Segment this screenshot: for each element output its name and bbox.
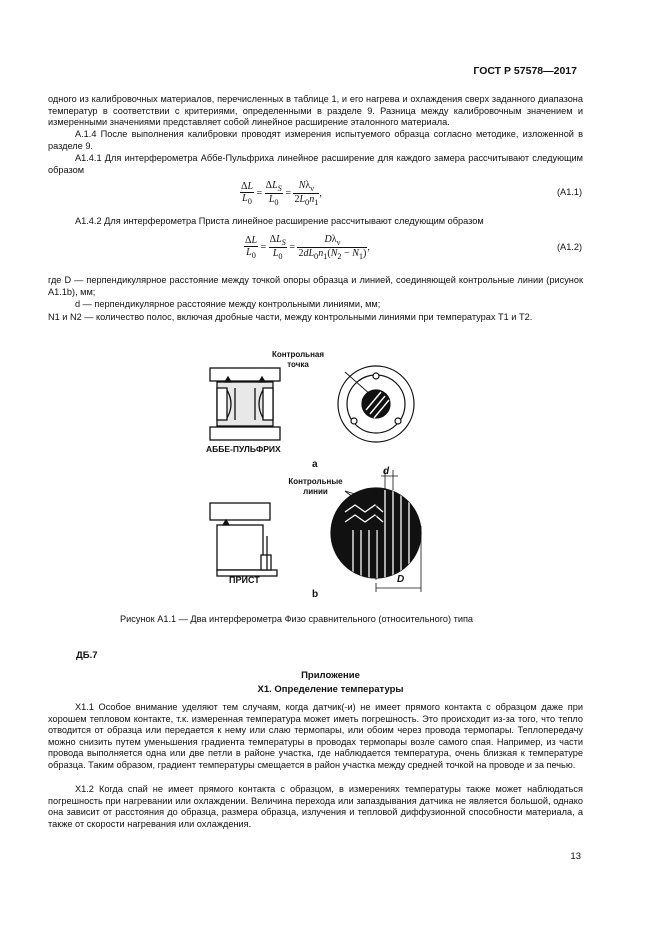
label-big-D: D [397, 574, 405, 585]
figure-caption: Рисунок А1.1 — Два интерферометра Физо сравнительного (относительного) типа [120, 614, 474, 624]
equation-a11-label: (А1.1) [557, 187, 583, 197]
definition-N: N1 и N2 — количество полос, включая дробные части, между контрольными линиями при температурах T1 и T2. [48, 312, 533, 322]
label-abbe-pulfrich: АББЕ-ПУЛЬФРИХ [206, 444, 281, 454]
prist-side-view [210, 503, 277, 576]
definition-D: где D — перпендикулярное расстояние между точкой опоры образца и линией, соединяющей контрольные линии (рисунок А1.1b), мм; [48, 275, 583, 297]
equation-a12-label: (А1.2) [557, 242, 583, 252]
equation-a12: $\frac{\Delta L}{L_0}$ = $\frac{\Delta L_S}{L_0}$ = $\frac{D\lambda_\nu}{2dL_0n_1(N_2 - N_1)}$ , [245, 234, 370, 261]
label-b: b [312, 589, 319, 600]
paragraph-a14: А.1.4 После выполнения калибровки проводят измерения испытуемого образца согласно методике, изложенной в разделе 9. [48, 129, 583, 151]
paragraph-x11: Х1.1 Особое внимание уделяют тем случаям, когда датчик(-и) не имеет прямого контакта с образцом даже при хорошем тепловом контакте, т.к. измеренная температура может иметь погрешность. Это происходит из-за того, что тепло отводится от образца или передается к нему или слаю термопары, или обоим через провода термопары. Теплопередачу можно снизить путем уменьшения градиента температуры в проводах термопары возле самого спая. Например, из части провода выполняется одна или две петли в районе участка, где наблюдается температура, очень близкая к температуре образца. Таким образом, градиент температуры смещается в район участка между средней точкой на проводе и за печью. [48, 702, 583, 770]
equation-a11: $\frac{\Delta L}{L_0}$ = $\frac{\Delta L_S}{L_0}$ = $\frac{N\lambda_\nu}{2L_0n_1}$ , [241, 180, 322, 207]
paragraph-a141: А1.4.1 Для интерферометра Аббе-Пульфриха линейное расширение для каждого замера рассчитывают следующим образом [48, 153, 583, 175]
abbe-top-view [338, 366, 414, 442]
definition-d: d — перпендикулярное расстояние между контрольными линиями, мм; [75, 299, 381, 309]
appendix-title: Х1. Определение температуры [257, 684, 404, 695]
label-a: a [312, 459, 318, 470]
label-prist: ПРИСТ [229, 575, 260, 585]
standard-number: ГОСТ Р 57578—2017 [473, 65, 577, 77]
paragraph-a142: А1.4.2 Для интерферометра Приста линейное расширение рассчитывают следующим образом [75, 216, 484, 226]
abbe-side-view [210, 368, 280, 440]
label-small-d: d [383, 466, 390, 477]
paragraph-x12: Х1.2 Когда спай не имеет прямого контакта с образцом, в измерениях температуры также может наблюдаться погрешность при нагревании или охлаждении. Величина перехода или запаздывания датчика не является большой, однако она зависит от расстояния до образца, размера образца, излучения и тепловой диффузионной способности материала, а также от скорости нагревания или охлаждения. [48, 784, 583, 829]
label-control-lines: Контрольные линии [288, 477, 343, 496]
label-control-point: Контрольная точка [271, 350, 325, 369]
section-db7: ДБ.7 [76, 650, 98, 661]
figure-interferometers [195, 340, 455, 610]
paragraph-calibration: одного из калибровочных материалов, перечисленных в таблице 1, и его нагрева и охлаждения сверх заданного диапазона температур в соответствии с критериями, определенными в разделе 9. Разница между калибровочным значением и измеренными значениями представляет собой линейное расширение эталонного материала. [48, 94, 583, 128]
page-number: 13 [570, 851, 581, 862]
appendix-heading: Приложение [301, 670, 360, 681]
